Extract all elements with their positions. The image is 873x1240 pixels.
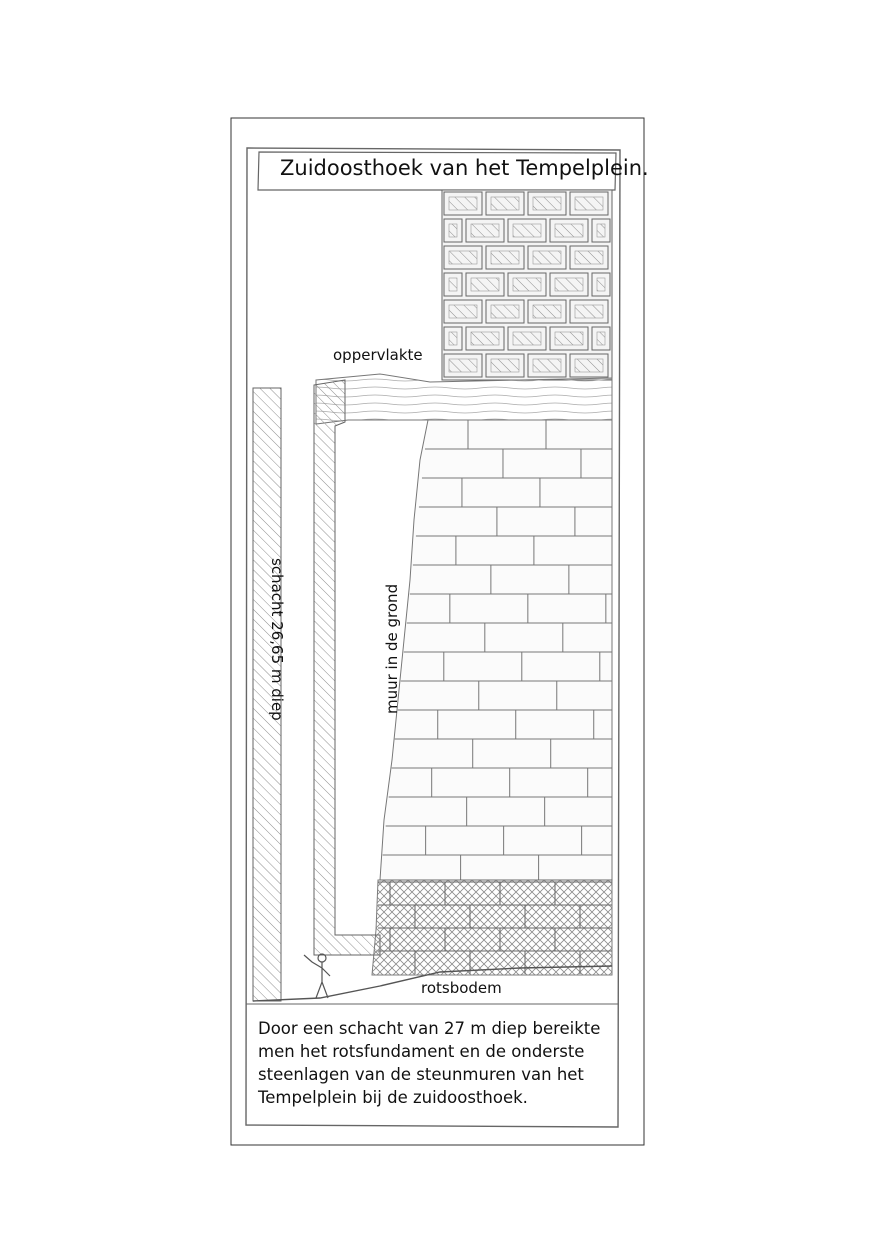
caption-text: Door een schacht van 27 m diep bereikte men het rotsfundament en de onderste steenlagen van de steunmuren van het Tempelplein bij de zuidoosthoek. — [258, 1019, 601, 1107]
upper-wall — [442, 190, 612, 380]
shaft-right-wall — [314, 380, 380, 955]
surface-soil — [316, 374, 612, 424]
foundation-courses — [372, 880, 612, 975]
wall-label: muur in de grond — [383, 583, 401, 714]
page-title: Zuidoosthoek van het Tempelplein. — [280, 156, 649, 180]
human-figure — [304, 954, 330, 998]
shaft-label: schacht 26,65 m diep — [268, 558, 286, 721]
bedrock-label: rotsbodem — [421, 979, 502, 997]
buried-wall — [380, 420, 612, 880]
surface-label: oppervlakte — [333, 346, 423, 364]
